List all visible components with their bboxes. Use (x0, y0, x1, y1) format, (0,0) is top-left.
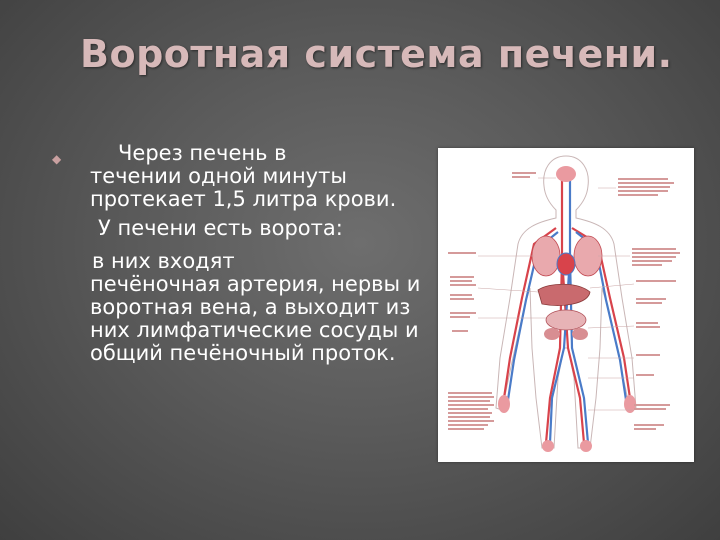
veins (508, 168, 626, 443)
paragraph-3 (48, 250, 428, 365)
paragraph-3-line1: в них входят (92, 249, 235, 273)
kidney-left (544, 328, 560, 340)
bullet-paragraph (48, 142, 428, 211)
paragraph-2-line1: У печени есть ворота: (98, 216, 343, 240)
circulatory-system-diagram (438, 148, 694, 462)
circulatory-diagram-svg (438, 148, 694, 462)
left-lung (532, 236, 560, 276)
intestines (546, 310, 586, 330)
heart (557, 253, 575, 275)
bullet-icon: ◆ (52, 152, 62, 166)
slide-body (48, 142, 428, 365)
paragraph-2 (48, 217, 428, 240)
right-lung (574, 236, 602, 276)
paragraph-1-line1: Через печень в (118, 141, 287, 165)
paragraph-1-rest: течении одной минуты протекает 1,5 литра крови. (90, 164, 397, 211)
kidney-right (572, 328, 588, 340)
slide-title: Воротная система печени. (80, 32, 673, 76)
paragraph-3-rest: печёночная артерия, нервы и воротная вена, а выходит из них лимфатические сосуды и общий печёночный проток. (90, 272, 421, 365)
liver (538, 284, 590, 305)
